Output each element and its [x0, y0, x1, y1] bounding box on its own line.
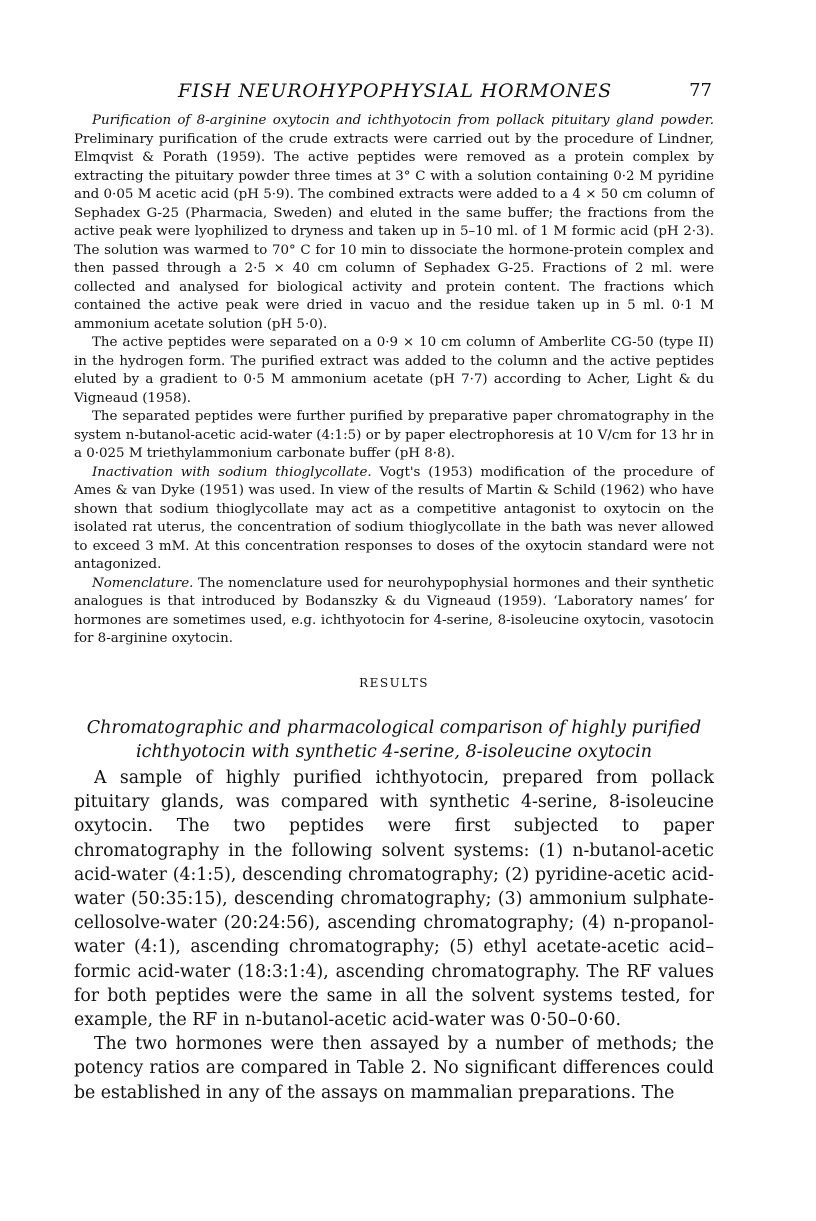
- results-heading: RESULTS: [359, 676, 429, 690]
- purification-paragraph: [74, 112, 714, 334]
- nomenclature-run-in: Nomenclature.: [92, 575, 194, 591]
- nomenclature-text: The nomenclature used for neurohypophysial hormones and their synthetic analogues is that introduced by Bodanszky & du Vigneaud (1959). ‘Laboratory names’ for hormones are sometimes used, e.g. ichthyotocin for 4-serine, 8-isoleucine oxytocin, vasotocin for 8-arginine oxytocin.: [74, 575, 714, 646]
- subheading-line-2: ichthyotocin with synthetic 4-serine, 8-isoleucine oxytocin: [135, 742, 653, 762]
- results-subheading: [74, 716, 714, 764]
- running-title: FISH NEUROHYPOPHYSIAL HORMONES: [178, 80, 612, 102]
- results-body: [74, 766, 714, 1105]
- nomenclature-paragraph: [74, 575, 714, 649]
- subheading-line-1: Chromatographic and pharmacological comparison of highly purified: [86, 718, 702, 738]
- results-paragraph-1: A sample of highly purified ichthyotocin, prepared from pollack pituitary glands, was compared with synthetic 4-serine, 8-isoleucine oxytocin. The two peptides were first subjected to paper chromatography in the following solvent systems: (1) n-butanol-acetic acid-water (4:1:5), descending chromatography; (2) pyridine-acetic acid-water (50:35:15), descending chromatography; (3) ammonium sulphate-cellosolve-water (20:24:56), ascending chromatography; (4) n-propanol-water (4:1), ascending chromatography; (5) ethyl acetate-acetic acid–formic acid-water (18:3:1:4), ascending chromatography. The RF values for both peptides were the same in all the solvent systems tested, for example, the RF in n-butanol-acetic acid-water was 0·50–0·60.: [74, 768, 714, 1031]
- further-purification-paragraph: The separated peptides were further purified by preparative paper chromatography in the system n-butanol-acetic acid-water (4:1:5) or by paper electrophoresis at 10 V/cm for 13 hr in a 0·025 M triethylammonium carbonate buffer (pH 8·8).: [74, 409, 714, 461]
- separation-paragraph: The active peptides were separated on a 0·9 × 10 cm column of Amberlite CG-50 (type II) in the hydrogen form. The purified extract was added to the column and the active peptides eluted by a gradient to 0·5 M ammonium acetate (pH 7·7) according to Acher, Light & du Vigneaud (1958).: [74, 335, 714, 406]
- inactivation-text: Vogt's (1953) modification of the procedure of Ames & van Dyke (1951) was used. In view of the results of Martin & Schild (1962) who have shown that sodium thioglycollate may act as a competitive antagonist to oxytocin on the isolated rat uterus, the concentration of sodium thioglycollate in the bath was never allowed to exceed 3 mM. At this concentration responses to doses of the oxytocin standard were not antagonized.: [74, 464, 714, 572]
- results-paragraph-2: The two hormones were then assayed by a number of methods; the potency ratios are compared in Table 2. No significant differences could be established in any of the assays on mammalian preparations. The: [74, 1034, 714, 1103]
- page-header: [74, 80, 714, 104]
- purification-run-in: Purification of 8-arginine oxytocin and ichthyotocin from pollack pituitary gland powder.: [92, 113, 714, 128]
- inactivation-run-in: Inactivation with sodium thioglycollate.: [92, 464, 372, 480]
- page-number: 77: [689, 80, 712, 101]
- methods-block: [74, 112, 714, 649]
- inactivation-paragraph: [74, 464, 714, 575]
- purification-text: Preliminary purification of the crude extracts were carried out by the procedure of Lindner, Elmqvist & Porath (1959). The active peptides were removed as a protein complex by extracting the pituitary powder three times at 3° C with a solution containing 0·2 M pyridine and 0·05 M acetic acid (pH 5·9). The combined extracts were added to a 4 × 50 cm column of Sephadex G-25 (Pharmacia, Sweden) and eluted in the same buffer; the fractions from the active peak were lyophilized to dryness and taken up in 5–10 ml. of 1 M formic acid (pH 2·3). The solution was warmed to 70° C for 10 min to dissociate the hormone-protein complex and then passed through a 2·5 × 40 cm column of Sephadex G-25. Fractions of 2 ml. were collected and analysed for biological activity and protein content. The fractions which contained the active peak were dried in vacuo and the residue taken up in 5 ml. 0·1 M ammonium acetate solution (pH 5·0).: [74, 131, 714, 332]
